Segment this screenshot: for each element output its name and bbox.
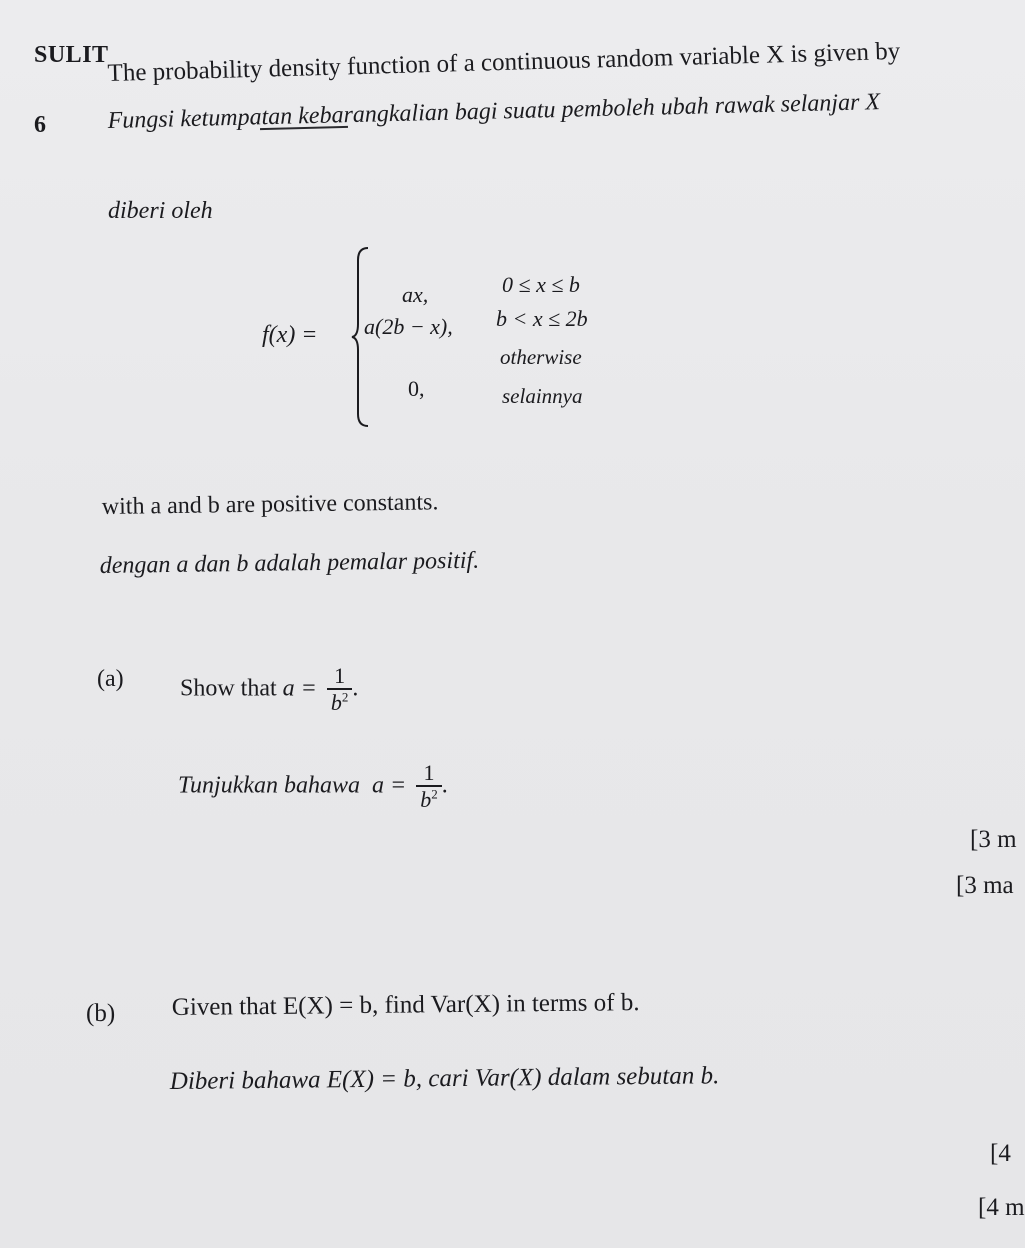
part-b-malay: Diberi bahawa E(X) = b, cari Var(X) dalam sebutan b.	[169, 1062, 720, 1095]
question-number: 6	[34, 112, 46, 138]
function-lhs: f(x) =	[262, 322, 318, 348]
part-b-marks-malay: [4 m	[978, 1194, 1025, 1221]
case3-expression: 0,	[408, 376, 425, 401]
equation-lhs: a =	[372, 772, 407, 799]
equation-end: .	[352, 675, 359, 702]
fraction-numerator: 1	[334, 663, 346, 688]
case2-expression: a(2b − x),	[364, 314, 453, 339]
part-a-text-malay: Tunjukkan bahawa	[178, 772, 361, 799]
fraction-denominator	[327, 688, 353, 716]
part-a-label: (a)	[97, 666, 124, 692]
denominator-base: b	[330, 690, 342, 715]
case3-condition-english: otherwise	[500, 345, 582, 369]
equation-end: .	[441, 772, 448, 799]
fraction	[416, 761, 442, 813]
question-intro-english: The probability density function of a continuous random variable X is given by	[107, 37, 901, 88]
denominator-exponent: 2	[431, 786, 438, 802]
case1-expression: ax,	[402, 282, 429, 307]
part-b-english: Given that E(X) = b, find Var(X) in terms of b.	[171, 989, 640, 1022]
case1-condition: 0 ≤ x ≤ b	[502, 272, 580, 297]
question-intro-malay-line2: diberi oleh	[108, 198, 213, 224]
denominator-base: b	[420, 787, 432, 812]
page-header: SULIT	[34, 42, 109, 68]
question-intro-malay-line1: Fungsi ketumpatan kebarangkalian bagi suatu pemboleh ubah rawak selanjar X	[107, 89, 881, 135]
part-b-label: (b)	[86, 1000, 116, 1027]
fraction-denominator	[416, 785, 442, 813]
part-a-marks-malay: [3 ma	[956, 872, 1014, 899]
denominator-exponent: 2	[341, 689, 349, 705]
part-a-malay	[178, 761, 448, 813]
part-a-english	[180, 664, 358, 716]
constants-english: with a and b are positive constants.	[101, 489, 439, 521]
part-a-text-english: Show that	[180, 675, 277, 702]
case2-condition: b < x ≤ 2b	[496, 306, 588, 331]
part-b-marks-english: [4	[990, 1140, 1011, 1167]
constants-malay: dengan a dan b adalah pemalar positif.	[99, 547, 480, 580]
fraction	[327, 664, 353, 716]
case3-condition-malay: selainnya	[502, 384, 583, 408]
fraction-numerator: 1	[423, 760, 435, 785]
equation-lhs: a =	[282, 675, 317, 702]
part-a-marks-english: [3 m	[970, 826, 1017, 853]
